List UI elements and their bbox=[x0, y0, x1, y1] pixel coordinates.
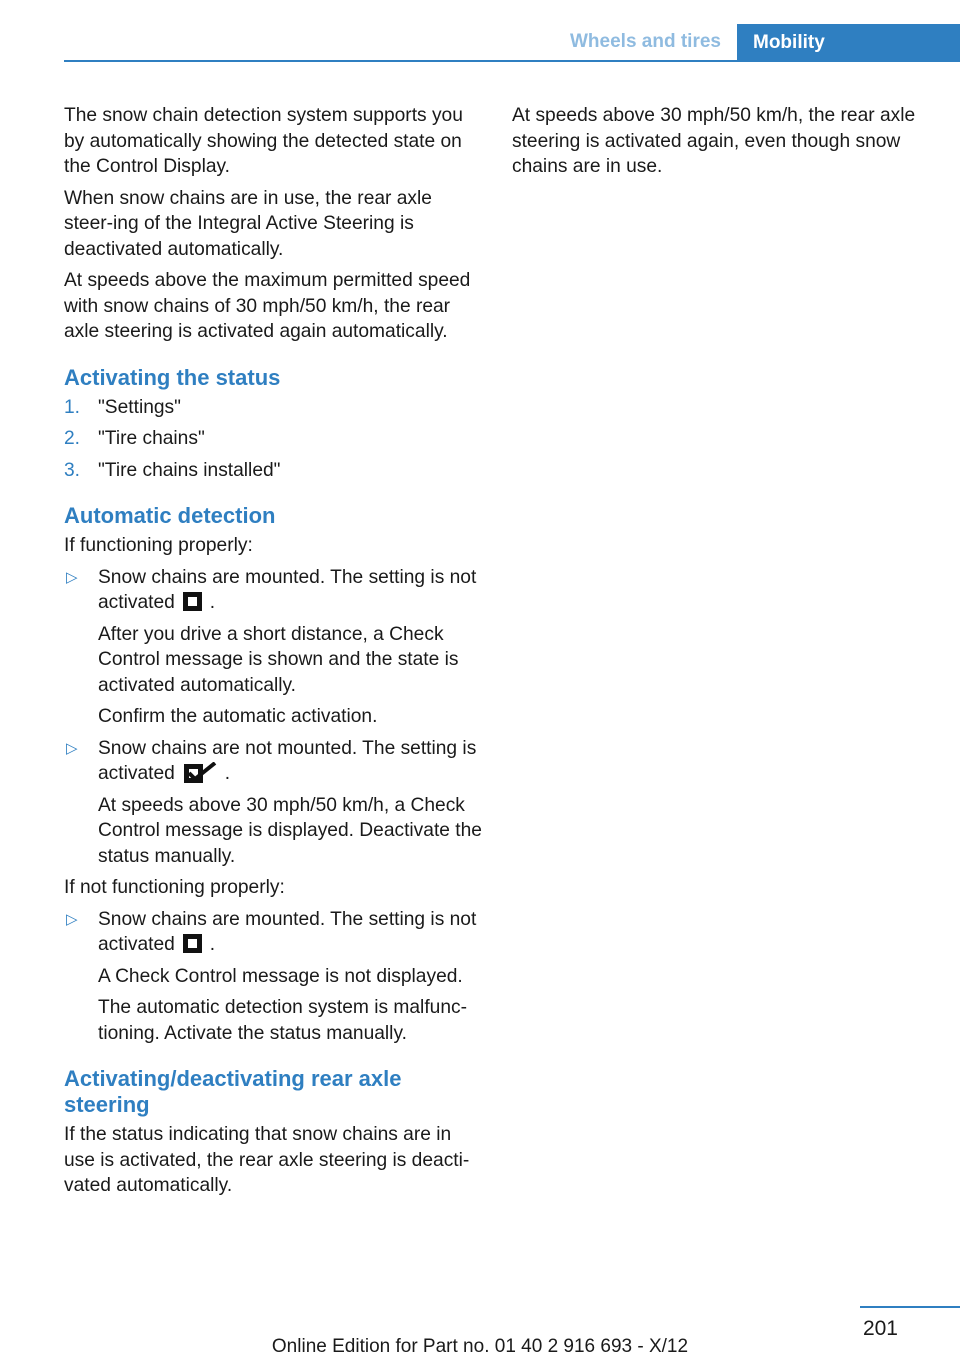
period: . bbox=[224, 763, 231, 784]
checkbox-checked-icon bbox=[183, 762, 217, 784]
step-number: 1. bbox=[64, 396, 81, 418]
bullet-text: Snow chains are mounted. The setting is not activated bbox=[98, 566, 477, 613]
rear-axle-paragraph: If the status indicating that snow chains are in use is activated, the rear axle steering is deacti‐vated automatically. bbox=[64, 1124, 470, 1196]
steps-list bbox=[64, 395, 482, 484]
right-column bbox=[512, 103, 930, 186]
bullet-text: Snow chains are not mounted. The setting is activated bbox=[98, 737, 477, 784]
intro-paragraph-3: At speeds above the maximum permitted speed with snow chains of 30 mph/50 km/h, the rear axle steering is activated again automatically. bbox=[64, 270, 471, 342]
step-text: "Settings" bbox=[98, 396, 181, 418]
bullet-text: The automatic detection system is malfunc‐tioning. Activate the status manually. bbox=[98, 997, 467, 1044]
footer-edition: Online Edition for Part no. 01 40 2 916 693 - X/12 bbox=[271, 1336, 689, 1357]
bullet-text: Snow chains are mounted. The setting is not activated bbox=[98, 908, 477, 955]
heading-rear-axle-steering: Activating/deactivating rear axle steering bbox=[64, 1066, 402, 1117]
bullet-item bbox=[64, 907, 482, 1047]
bullet-text: A Check Control message is not displayed. bbox=[98, 965, 463, 987]
if-functioning-label: If functioning properly: bbox=[64, 535, 253, 556]
header-chapter-tab: Mobility bbox=[737, 24, 960, 62]
bullet-text: Confirm the automatic activation. bbox=[98, 706, 378, 727]
checkbox-empty-icon bbox=[183, 592, 202, 611]
step-text: "Tire chains" bbox=[98, 428, 205, 449]
step-number: 3. bbox=[64, 459, 81, 481]
period: . bbox=[209, 934, 216, 955]
intro-paragraph-2: When snow chains are in use, the rear axle steer‐ing of the Integral Active Steering is deactivated automatically. bbox=[64, 187, 432, 260]
triangle-bullet-icon: ▷ bbox=[66, 910, 78, 928]
bullet-item bbox=[64, 565, 482, 730]
heading-activating-status: Activating the status bbox=[64, 364, 281, 390]
bullet-text: At speeds above 30 mph/50 km/h, a Check Control message is displayed. Deactivate the status manually. bbox=[98, 794, 482, 867]
right-paragraph: At speeds above 30 mph/50 km/h, the rear axle steering is activated again, even though snow chains are in use. bbox=[512, 105, 916, 177]
bullet-text: After you drive a short distance, a Check Control message is shown and the state is activated automatically. bbox=[98, 623, 459, 696]
period: . bbox=[209, 592, 216, 613]
page-number: 201 bbox=[862, 1317, 898, 1340]
step-number: 2. bbox=[64, 428, 81, 449]
list-item bbox=[64, 458, 482, 484]
bullet-item bbox=[64, 736, 482, 870]
triangle-bullet-icon: ▷ bbox=[66, 739, 78, 757]
list-item bbox=[64, 395, 482, 421]
footer-rule bbox=[860, 1306, 960, 1308]
checkbox-empty-icon bbox=[183, 934, 202, 953]
step-text: "Tire chains installed" bbox=[98, 459, 281, 481]
list-item bbox=[64, 426, 482, 452]
if-not-functioning-label: If not functioning properly: bbox=[64, 877, 285, 898]
header-rule bbox=[64, 60, 960, 62]
heading-automatic-detection: Automatic detection bbox=[64, 503, 276, 528]
header-section-title: Wheels and tires bbox=[570, 31, 721, 52]
intro-paragraph-1: The snow chain detection system supports you by automatically showing the detected state on the Control Display. bbox=[64, 105, 463, 177]
triangle-bullet-icon: ▷ bbox=[66, 568, 78, 586]
left-column bbox=[64, 103, 482, 1205]
